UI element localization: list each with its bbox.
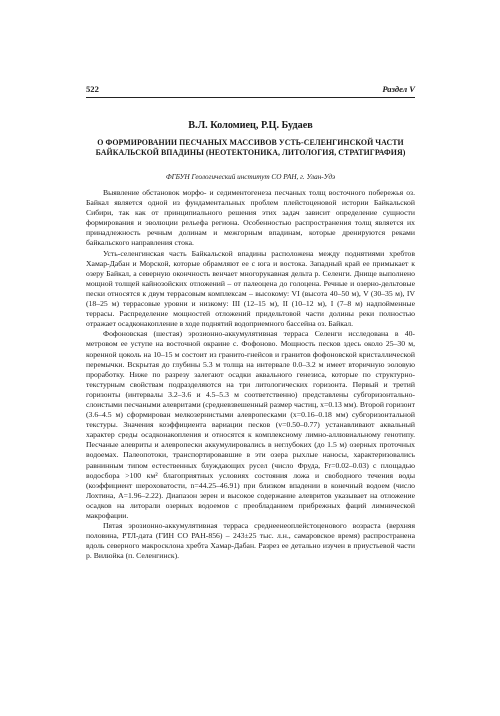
article-title: [92, 138, 409, 159]
article-authors: В.Л. Коломиец, Р.Ц. Будаев: [188, 120, 313, 131]
body-paragraph-4: Пятая эрозионно-аккумулятивная терраса среднеенеоплейстоценового возраста (верхняя половина, РТЛ-дата (ГИН СО РАН-856) – 243±25 тыс. л.н., самаровское время) распространена вдоль северного макросклона хребта Хамар-Дабан. Разрез ее детально изучен в приустьевой части р. Вилюйка (п. Селенгинск).: [86, 521, 415, 561]
article-body: [86, 188, 415, 561]
body-paragraph-3: Фофоновская (шестая) эрозионно-аккумулятивная терраса Селенги исследована в 40-метровом ее уступе на восточной окраине с. Фофоново. Мощность песков здесь около 25–30 м, коренной цоколь на 10–15 м состоит из гранито-гнейсов и гранитов фофоновской кристаллической перемычки. Вскрытая до глубины 5.3 м толща на интервале 0.0–3.2 м имеет вторичную эоловую проработку. Ниже по разрезу залегают осадки аквального генезиса, которые по структурно-текстурным свойствам подразделяются на три литологических горизонта. Первый и третий горизонты (интервалы 3.2–3.6 и 4.5–5.3 м соответственно) представлены субгоризонтально-слоистыми песчаными алевритами (средневзвешенный размер частиц, x=0.13 мм). Второй горизонт (3.6–4.5 м) сформирован мелкозернистыми алевропесками (x=0.16–0.18 мм) субгоризонтальной текстуры. Значения коэффициента вариации песков (v=0.50–0.77) устанавливают аквальный характер среды осадконакопления и относятся к комплексному лимно-аллювиальному генотипу. Песчаные алевриты и алевропески аккумулировались в неглубоких (до 1.5 м) озерных проточных водоемах. Палеопотоки, транспортировавшие в эти озера рыхлые наносы, характеризовались равнинным типом естественных блуждающих русел (число Фруда, Fr=0.02–0.03) с площадью водосбора >100 км² благоприятных условиях состояния ложа и свободного течения воды (коэффициент шероховатости, n=44.25–46.91) при близком впадении в конечный водоем (число Лохтина, А=1.96–2.22). Диапазон зерен и высокое содержание алевритов указывает на отложение осадков на литорали озерных водоемов с преобладанием прибрежных фаций лимнической макрофации.: [86, 329, 415, 520]
article-affiliation: ФГБУН Геологический институт СО РАН, г. Улан-Удэ: [165, 173, 336, 181]
page-header: [86, 84, 415, 98]
header-rule: [86, 97, 415, 98]
page-number: 522: [86, 84, 99, 94]
body-paragraph-2: Усть-селенгинская часть Байкальской впадины расположена между поднятиями хребтов Хамар-Дабан и Морской, которые обрамляют ее с юга и востока. Западный край ее примыкает к озеру Байкал, а северную окончность венчает многорукавная дельта р. Селенги. Днище выполнено мощной толщей кайнозойских отложений – от палеоцена до голоцена. Речные и озерно-дельтовые пески относятся к двум террасовым комплексам – высокому: VI (высота 40–50 м), V (30–35 м), IV (18–25 м) террасовые уровни и низкому: III (12–15 м), II (10–12 м), I (7–8 м) надпойменные террасы. Распределение мощностей отложений придельтовой части долины реки полностью отражает осадконакопление в ходе поднятий водоприемного бассейна оз. Байкал.: [86, 248, 415, 329]
section-label: Раздел V: [382, 84, 415, 94]
article-title-line-2: БАЙКАЛЬСКОЙ ВПАДИНЫ (НЕОТЕКТОНИКА, ЛИТОЛОГИЯ, СТРАТИГРАФИЯ): [95, 148, 406, 158]
body-paragraph-1: Выявление обстановок морфо- и седиментогенеза песчаных толщ восточного побережья оз. Байкал является одной из фундаментальных проблем плейстоценовой истории Байкальской Сибири, так как от принципиального решения этих задач зависит определение сущности формирования и эволюции рельефа региона. Особенностью распространения толщ является их принадлежность речным долинам и межгорным впадинам, которые дренируются реками байкальского направления стока.: [86, 188, 415, 248]
article-title-line-1: О ФОРМИРОВАНИИ ПЕСЧАНЫХ МАССИВОВ УСТЬ-СЕЛЕНГИНСКОЙ ЧАСТИ: [97, 138, 404, 147]
